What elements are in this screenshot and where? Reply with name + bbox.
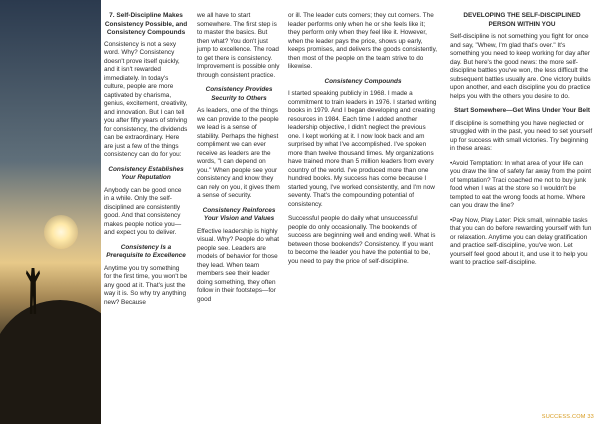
subheading: Consistency Establishes Your Reputation bbox=[108, 165, 184, 181]
paragraph: we all have to start somewhere. The first step is to master the basics. But then what? You don't just jump to excellence. The road to get there is consistency. Improvement is possible only through consistent practice. bbox=[197, 12, 280, 79]
sun-glow bbox=[44, 215, 78, 249]
section-heading: DEVELOPING THE SELF-DISCIPLINED PERSON WITHIN YOU bbox=[463, 12, 581, 28]
paragraph: or ill. The leader cuts corners; they cut corners. The leader performs only when he or she feels like it; they perform only when they feel like it. However, when the leader pays the price, shows up early, keeps promises, and delivers the goods consistently, then most of the people on the team strive to do likewise. bbox=[288, 12, 438, 70]
bullet-paragraph: •Pay Now, Play Later: Pick small, winnable tasks that you can do before rewarding yourself with fun or relaxation. Anytime you can delay gratification and practice self-discipline, you've won. Let yourself feel good about it, and use it to help you want to practice self-discipline. bbox=[450, 216, 592, 266]
hill-silhouette bbox=[0, 300, 101, 424]
paragraph: I started speaking publicly in 1968. I made a commitment to train leaders in 1976. I started writing books in 1979. And I began developing and creating resources in 1984. Each time I added another leadership objective, I didn't neglect the previous one. I kept working at it. I now look back and am surprised by what I've accomplished. I've spoken more than twelve thousand times. My organizations have trained more than 5 million leaders from every country of the world. I've produced more than one hundred books. My success has come because I started young, I've worked consistently, and I'm now seventy. That's the compounding potential of consistency. bbox=[288, 90, 437, 208]
column-3 bbox=[288, 12, 438, 272]
column-1 bbox=[104, 12, 188, 313]
subheading: Consistency Reinforces Your Vision and Values bbox=[202, 206, 276, 222]
subheading: Start Somewhere—Get Wins Under Your Belt bbox=[453, 107, 591, 114]
page-footer: SUCCESS.COM 33 bbox=[541, 414, 594, 420]
subheading: Consistency Compounds bbox=[324, 77, 402, 85]
paragraph: Consistency is not a sexy word. Why? Consistency doesn't prove itself quickly, and it isn't rewarded immediately. In today's culture, people are more captivated by charisma, genius, excitement, creativity, and innovation. But I can tell you after fifty years of striving for consistency, the dividends can be extraordinary. Here are just a few of the things consistency can do for you: bbox=[104, 40, 188, 158]
paragraph: Anytime you try something for the first time, you won't be any good at it. That's just the way it is. So why try anything new? Because bbox=[104, 264, 188, 306]
sunset-photo bbox=[0, 0, 101, 424]
paragraph: Self-discipline is not something you fight for once and say, "Whew, I'm glad that's over." It's something you need to keep working for day after day. But here's the good news: the more self-discipline battles you've won, the less difficult the subsequent battles usually are. One victory builds upon another, and each discipline you do practice helps you with the others you desire to do. bbox=[450, 33, 591, 100]
section-heading: 7. Self-Discipline Makes Consistency Possible, and Consistency Compounds bbox=[104, 12, 188, 36]
subheading: Consistency Is a Prerequisite to Excellence bbox=[106, 243, 186, 259]
paragraph: Successful people do daily what unsuccessful people do only occasionally. The bookends of success are beginning well and ending well. What is between those bookends? Consistency. If you want to become the leader you have the potential to be, you need to pay the price of self-discipline. bbox=[288, 215, 436, 265]
column-4 bbox=[450, 12, 594, 274]
bullet-paragraph: •Avoid Temptation: In what area of your life can you draw the line of safety far away from the point of temptation? Traci coached me not to buy junk food when I was at the store so I wouldn't be tempted to eat the wrong foods at home. Where can you draw the line? bbox=[450, 159, 592, 209]
paragraph: Effective leadership is highly visual. Why? People do what people see. Leaders are models of behavior for those they lead. When team members see their leader doing something, they often follow in their footsteps—for good bbox=[197, 227, 280, 303]
subheading: Consistency Provides Security to Others bbox=[205, 86, 273, 102]
column-2 bbox=[197, 12, 281, 310]
paragraph: Anybody can be good once in a while. Only the self-disciplined are consistently good. And that consistency makes people notice you—and expect you to deliver. bbox=[104, 186, 182, 236]
paragraph: If discipline is something you have neglected or struggled with in the past, you need to set yourself up for success with small victories. Try beginning in these areas: bbox=[450, 119, 593, 152]
paragraph: As leaders, one of the things we can provide to the people we lead is a sense of stability. Perhaps the highest compliment we can ever receive as leaders are the words, "I can depend on you." When people see your consistency and know they can rely on you, it gives them a sense of security. bbox=[197, 107, 280, 199]
